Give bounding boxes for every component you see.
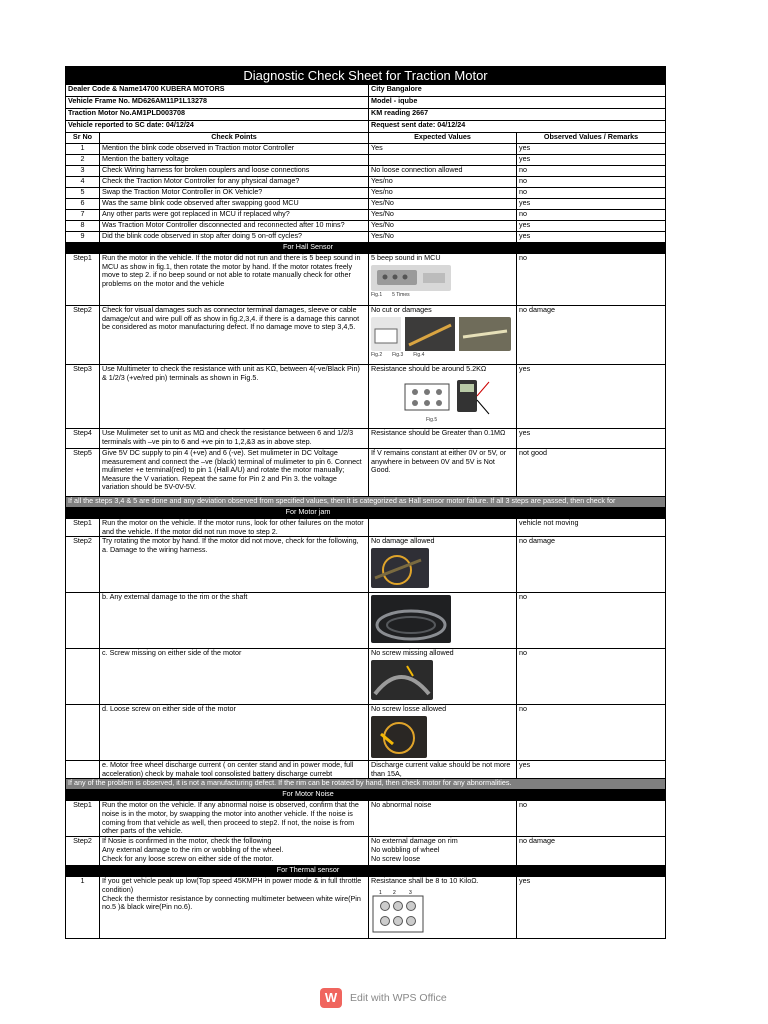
table-row xyxy=(66,429,666,449)
rim-image xyxy=(371,595,451,643)
check-cell xyxy=(100,537,369,593)
expected-cell: No loose connection allowed xyxy=(369,166,517,177)
table-row xyxy=(66,877,666,939)
sr-cell: 3 xyxy=(66,166,100,177)
observed-cell: yes xyxy=(517,365,666,429)
observed-cell: yes xyxy=(517,232,666,243)
sr-cell: Step5 xyxy=(66,449,100,497)
observed-cell: no xyxy=(517,593,666,649)
screw-missing-image xyxy=(371,660,433,700)
expected-text: Resistance shall be 8 to 10 KiloΩ. xyxy=(371,876,479,886)
observed-cell: no xyxy=(517,801,666,837)
observed-cell: not good xyxy=(517,449,666,497)
table-row xyxy=(66,449,666,497)
expected-cell: Yes xyxy=(369,144,517,155)
thermal-connector-image xyxy=(371,888,427,934)
sr-cell: 9 xyxy=(66,232,100,243)
sr-cell: Step2 xyxy=(66,537,100,593)
header-check: Check Points xyxy=(100,133,369,144)
fig3-caption: Fig.3 xyxy=(392,351,404,358)
observed-cell: no damage xyxy=(517,306,666,365)
expected-cell: No external damage on rim No wobbling of wheel No screw loose xyxy=(369,837,517,866)
pin-label-3: 3 xyxy=(409,889,412,896)
table-row xyxy=(66,210,666,221)
observed-cell: no xyxy=(517,188,666,199)
check-cell: Run the motor on the vehicle. If the motor runs, look for other failures on the motor and the vehicle. If the motor did not run move to step 2. xyxy=(100,519,369,537)
table-row xyxy=(66,837,666,866)
observed-cell: no xyxy=(517,254,666,306)
expected-text: No damage allowed xyxy=(371,536,435,546)
header-sr: Sr No xyxy=(66,133,100,144)
motor-jam-note: If any of the problem is observed, it is not a manufacturing defect. If the rim can be rotated by hand, then check motor for any abnormalities. xyxy=(66,779,666,790)
expected-cell xyxy=(369,254,517,306)
header-expected: Expected Values xyxy=(369,133,517,144)
check-cell: b. Any external damage to the rim or the shaft xyxy=(100,593,369,649)
observed-cell: yes xyxy=(517,155,666,166)
header-row xyxy=(66,133,666,144)
observed-cell: yes xyxy=(517,761,666,779)
check-cell: Use Multimeter to check the resistance with unit as KΩ, between 4(-ve/Black Pin) & 1/2/3 (+ve/red pin) terminals as shown in Fig.5. xyxy=(100,365,369,429)
observed-cell: yes xyxy=(517,144,666,155)
check-cell: c. Screw missing on either side of the motor xyxy=(100,649,369,705)
observed-cell: no xyxy=(517,166,666,177)
expected-cell xyxy=(369,593,517,649)
check-cell: Mention the blink code observed in Traction motor Controller xyxy=(100,144,369,155)
table-row xyxy=(66,177,666,188)
check-cell: If you get vehicle peak up low(Top speed 45KMPH in power mode & in full throttle condition) Check the thermistor resistance by connecting multimeter between white wire(Pin no.5 )& black wire(Pin no.6). xyxy=(100,877,369,939)
sr-cell: Step1 xyxy=(66,801,100,837)
expected-cell: Yes/no xyxy=(369,177,517,188)
sr-cell: 7 xyxy=(66,210,100,221)
expected-cell: Yes/No xyxy=(369,221,517,232)
expected-text: Resistance should be around 5.2KΩ xyxy=(371,364,487,373)
observed-cell: no xyxy=(517,649,666,705)
fig1-note: 5 Times xyxy=(392,291,410,298)
table-row xyxy=(66,537,666,593)
expected-cell: Yes/no xyxy=(369,188,517,199)
city-info: City Bangalore xyxy=(369,85,666,97)
check-cell: Check the Traction Motor Controller for any physical damage? xyxy=(100,177,369,188)
table-row xyxy=(66,801,666,837)
wps-logo-icon: W xyxy=(320,988,342,1008)
table-row xyxy=(66,519,666,537)
check-cell: e. Motor free wheel discharge current ( on center stand and in power mode, full acceleration) check by mahale tool consolisted battery discharge currebt xyxy=(100,761,369,779)
check-cell: d. Loose screw on either side of the motor xyxy=(100,705,369,761)
expected-cell: Yes/No xyxy=(369,232,517,243)
observed-cell: yes xyxy=(517,199,666,210)
sr-cell: Step4 xyxy=(66,429,100,449)
table-row xyxy=(66,155,666,166)
observed-cell: no xyxy=(517,705,666,761)
observed-cell: yes xyxy=(517,221,666,232)
fig2-caption: Fig.2 xyxy=(371,351,383,358)
pin-label-2: 2 xyxy=(393,889,396,896)
section-motor-jam: For Motor jam xyxy=(100,508,517,519)
section-hall-sensor: For Hall Sensor xyxy=(100,243,517,254)
motor-info: Traction Motor No.AM1PLD003708 xyxy=(66,109,369,121)
expected-cell xyxy=(369,306,517,365)
table-row xyxy=(66,144,666,155)
table-row xyxy=(66,649,666,705)
fig5-caption: Fig.5 xyxy=(426,416,438,423)
dealer-info: Dealer Code & Name14700 KUBERA MOTORS xyxy=(66,85,369,97)
table-row xyxy=(66,306,666,365)
expected-text: No screw losse allowed xyxy=(371,704,447,714)
expected-cell: Resistance should be Greater than 0.1MΩ xyxy=(369,429,517,449)
sr-cell: Step3 xyxy=(66,365,100,429)
fig1-image xyxy=(371,265,451,291)
request-date-info: Request sent date: 04/12/24 xyxy=(369,121,666,133)
fig1-caption: Fig.1 xyxy=(371,291,383,298)
check-cell: If Nosie is confirmed in the motor, check the following Any external damage to the rim or wobbling of the wheel. Check for any loose screw on either side of the motor. xyxy=(100,837,369,866)
wps-watermark[interactable] xyxy=(320,988,447,1008)
expected-cell: Yes/No xyxy=(369,199,517,210)
header-observed: Observed Values / Remarks xyxy=(517,133,666,144)
expected-cell xyxy=(369,155,517,166)
sr-cell: 5 xyxy=(66,188,100,199)
expected-cell xyxy=(369,365,517,429)
table-row xyxy=(66,761,666,779)
loose-screw-image xyxy=(371,716,427,758)
check-cell: Check for visual damages such as connector terminal damages, sleeve or cable damage/cut and wire pull off as show in fig.2,3,4. if there is a damage this cannot be considered as motor manufacturing defect. If no damage move to step 3,4,5. xyxy=(100,306,369,365)
check-cell: Run the motor on the vehicle. If any abnormal noise is observed, confirm that the noise is in the motor, by swapping the motor into another vehicle. If the noise is coming from that vehicle as well, then proceed to step2. If not, the noise is from other parts of the vehicle. xyxy=(100,801,369,837)
sr-cell: 8 xyxy=(66,221,100,232)
expected-cell: No abnormal noise xyxy=(369,801,517,837)
check-cell: Did the blink code observed in stop after doing 5 on-off cycles? xyxy=(100,232,369,243)
expected-text: No cut or damages xyxy=(371,305,432,314)
expected-cell: If V remains constant at either 0V or 5V, or anywhere in between 0V and 5V is Not Good. xyxy=(369,449,517,497)
fig4-caption: Fig.4 xyxy=(413,351,425,358)
wiring-harness-image xyxy=(371,548,429,588)
table-row xyxy=(66,232,666,243)
sr-cell: Step1 xyxy=(66,519,100,537)
sr-cell: 6 xyxy=(66,199,100,210)
sr-cell: 2 xyxy=(66,155,100,166)
sr-cell: Step1 xyxy=(66,254,100,306)
check-cell: Was the same blink code observed after swapping good MCU xyxy=(100,199,369,210)
diagnostic-check-sheet xyxy=(65,66,666,939)
watermark-text: Edit with WPS Office xyxy=(350,992,447,1004)
check-cell: Give 5V DC supply to pin 4 (+ve) and 6 (-ve). Set mulimeter in DC Voltage measurement and connect the –ve (black) terminal of mulimeter to pin 6. Connect mulimeter +e terminal(red) to pin 1 (Hall A/U) and rotate the motor manually; Measure the V variation. Repeat the same for Pin 2 and Pin 3. the voltage variation should be 5V-0V-5V. xyxy=(100,449,369,497)
observed-cell: no damage xyxy=(517,537,666,593)
table-row xyxy=(66,188,666,199)
expected-cell: Yes/No xyxy=(369,210,517,221)
table-row xyxy=(66,254,666,306)
observed-cell: no xyxy=(517,210,666,221)
section-thermal-sensor: For Thermal sensor xyxy=(100,866,517,877)
check-cell: Check Wiring harness for broken couplers and loose connections xyxy=(100,166,369,177)
table-row xyxy=(66,166,666,177)
table-row xyxy=(66,593,666,649)
observed-cell: yes xyxy=(517,429,666,449)
table-row xyxy=(66,199,666,210)
expected-cell: Discharge current value should be not more than 15A, xyxy=(369,761,517,779)
observed-cell: no xyxy=(517,177,666,188)
sr-cell: Step2 xyxy=(66,306,100,365)
frame-info: Vehicle Frame No. MD626AM11P1L13278 xyxy=(66,97,369,109)
expected-cell xyxy=(369,877,517,939)
sr-cell: 4 xyxy=(66,177,100,188)
km-info: KM reading 2667 xyxy=(369,109,666,121)
check-cell: Mention the battery voltage xyxy=(100,155,369,166)
model-info: Model - iqube xyxy=(369,97,666,109)
expected-text: No screw missing allowed xyxy=(371,648,454,658)
expected-text: 5 beep sound in MCU xyxy=(371,253,441,262)
fig2-4-images xyxy=(371,317,511,351)
check-cell: Run the motor in the vehicle. If the motor did not run and there is 5 beep sound in MCU as show in fig.1, then rotate the motor by hand. If the motor rotates freely move to step 2. if no beep sound or not able to rotate manually check for other problems on the motor and the vehicle xyxy=(100,254,369,306)
expected-cell xyxy=(369,705,517,761)
check-cell: Was Traction Motor Controller disconnected and reconnected after 10 mins? xyxy=(100,221,369,232)
sheet-title: Diagnostic Check Sheet for Traction Motor xyxy=(66,67,666,85)
hall-sensor-note: If all the steps 3,4 & 5 are done and any deviation observed from specified values, then it is categorized as Hall sensor motor failure. If all 3 steps are passed, then check for xyxy=(66,497,666,508)
sr-cell: 1 xyxy=(66,144,100,155)
reported-date-info: Vehicle reported to SC date: 04/12/24 xyxy=(66,121,369,133)
observed-cell: no damage xyxy=(517,837,666,866)
table-row xyxy=(66,221,666,232)
expected-cell xyxy=(369,537,517,593)
table-row xyxy=(66,705,666,761)
sr-cell: 1 xyxy=(66,877,100,939)
check-sub-a: a. Damage to the wiring harness. xyxy=(102,544,208,554)
observed-cell: yes xyxy=(517,877,666,939)
fig5-multimeter-image xyxy=(401,376,491,416)
table-row xyxy=(66,365,666,429)
check-cell: Use Mulimeter set to unit as MΩ and check the resistance between 6 and 1/2/3 terminals with –ve pin to 6 and +ve pin to 1,2,&3 as in above step. xyxy=(100,429,369,449)
sr-cell: Step2 xyxy=(66,837,100,866)
pin-label-1: 1 xyxy=(379,889,382,896)
check-cell: Any other parts were got replaced in MCU if replaced why? xyxy=(100,210,369,221)
observed-cell: vehicle not moving xyxy=(517,519,666,537)
check-cell: Swap the Traction Motor Controller in OK Vehicle? xyxy=(100,188,369,199)
section-motor-noise: For Motor Noise xyxy=(100,790,517,801)
check-text: Try rotating the motor by hand. If the motor did not move, check for the following, xyxy=(102,536,359,546)
expected-cell xyxy=(369,649,517,705)
expected-cell xyxy=(369,519,517,537)
